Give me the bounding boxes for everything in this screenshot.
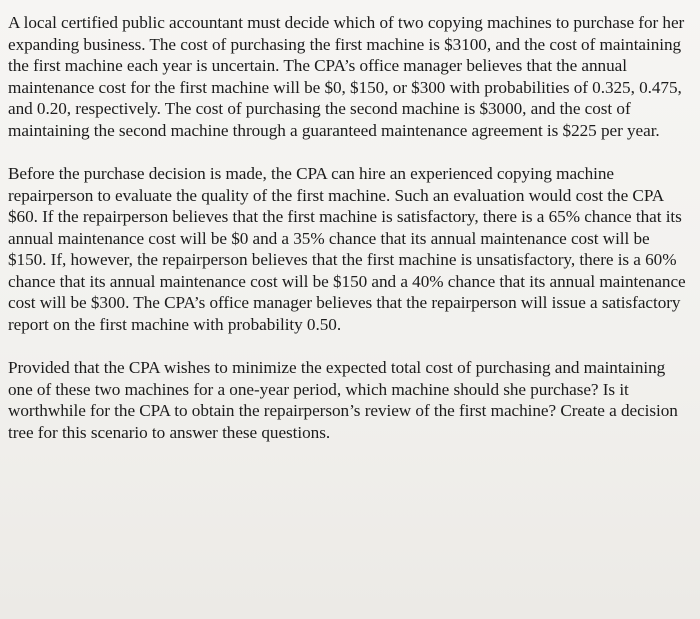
paragraph-repairperson-evaluation: Before the purchase decision is made, the CPA can hire an experienced copying machine repairperson to evaluate the quality of the first machine. Such an evaluation would cost the CPA $60. If the repairperson believes that the first machine is satisfactory, there is a 65% chance that its annual maintenance cost will be $0 and a 35% chance that its annual maintenance cost will be $150. If, however, the repairperson believes that the first machine is unsatisfactory, there is a 60% chance that its annual maintenance cost will be $150 and a 40% chance that its annual maintenance cost will be $300. The CPA’s office manager believes that the repairperson will issue a satisfactory report on the first machine with probability 0.50. (8, 164, 686, 334)
paragraph-machines-costs: A local certified public accountant must decide which of two copying machines to purchase for her expanding business. The cost of purchasing the first machine is $3100, and the cost of maintaining the first machine each year is uncertain. The CPA’s office manager believes that the annual maintenance cost for the first machine will be $0, $150, or $300 with probabilities of 0.325, 0.475, and 0.20, respectively. The cost of purchasing the second machine is $3000, and the cost of maintaining the second machine through a guaranteed maintenance agreement is $225 per year. (8, 13, 685, 140)
paragraph-question: Provided that the CPA wishes to minimize the expected total cost of purchasing and maintaining one of these two machines for a one-year period, which machine should she purchase? Is it worthwhile for the CPA to obtain the repairperson’s review of the first machine? Create a decision tree for this scenario to answer these questions. (8, 358, 678, 442)
problem-text (8, 12, 692, 457)
